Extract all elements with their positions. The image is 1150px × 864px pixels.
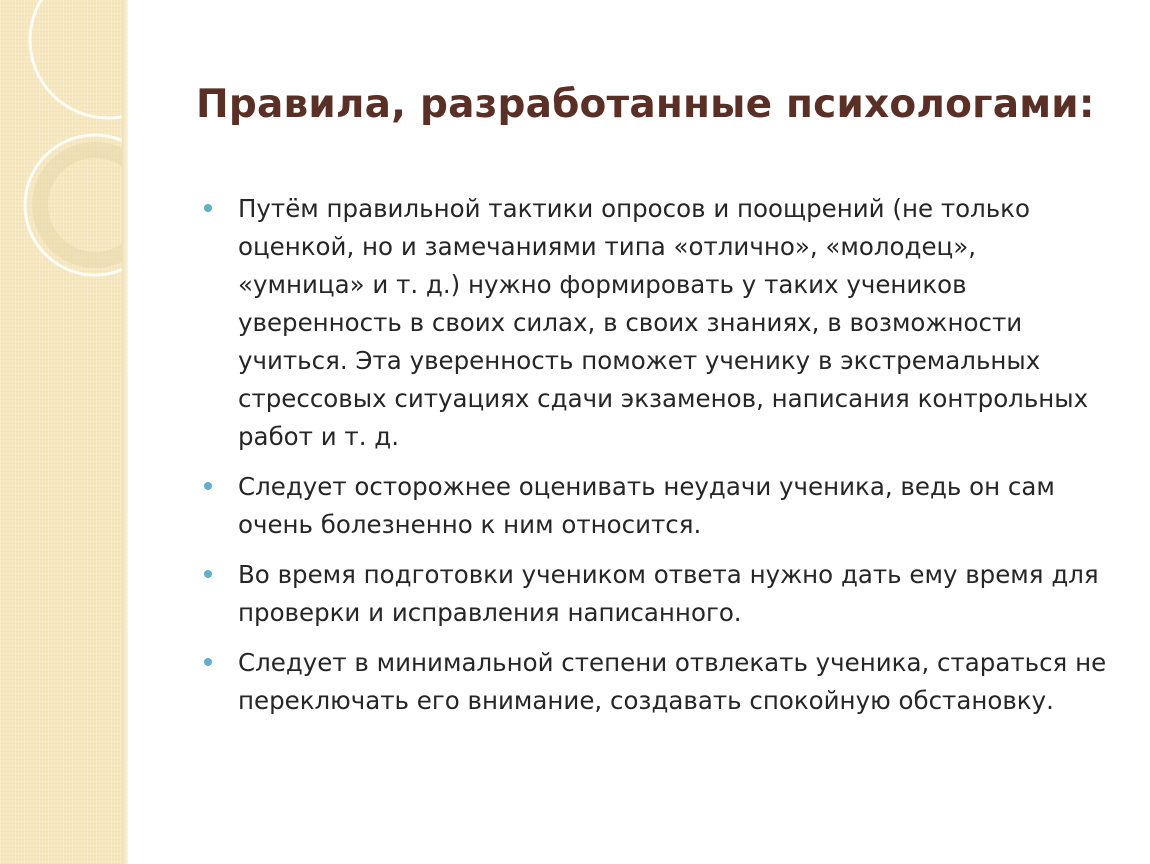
slide-title: Правила, разработанные психологами: <box>196 82 1095 127</box>
bullet-item <box>204 190 1109 456</box>
bullet-text: Следует осторожнее оценивать неудачи ученика, ведь он сам очень болезненно к ним относится. <box>238 472 1055 539</box>
bullet-dot-icon <box>204 482 212 490</box>
bullet-text: Путём правильной тактики опросов и поощрений (не только оценкой, но и замечаниями типа «отлично», «молодец», «умница» и т. д.) нужно формировать у таких учеников уверенность в своих силах, в своих знаниях, в возможности учиться. Эта уверенность поможет ученику в экстремальных стрессовых ситуациях сдачи экзаменов, написания контрольных работ и т. д. <box>238 194 1089 451</box>
bullet-dot-icon <box>204 570 212 578</box>
bullet-text: Во время подготовки учеником ответа нужно дать ему время для проверки и исправления написанного. <box>238 560 1099 627</box>
bullet-item <box>204 468 1109 544</box>
decorative-rings <box>0 0 128 300</box>
bullet-dot-icon <box>204 658 212 666</box>
bullet-item <box>204 556 1109 632</box>
bullet-item <box>204 644 1109 720</box>
side-decoration-band <box>0 0 128 864</box>
side-band-edge <box>122 0 128 864</box>
bullet-dot-icon <box>204 204 212 212</box>
bullet-list <box>204 190 1109 732</box>
bullet-text: Следует в минимальной степени отвлекать ученика, стараться не переключать его внимание, создавать спокойную обстановку. <box>238 648 1107 715</box>
